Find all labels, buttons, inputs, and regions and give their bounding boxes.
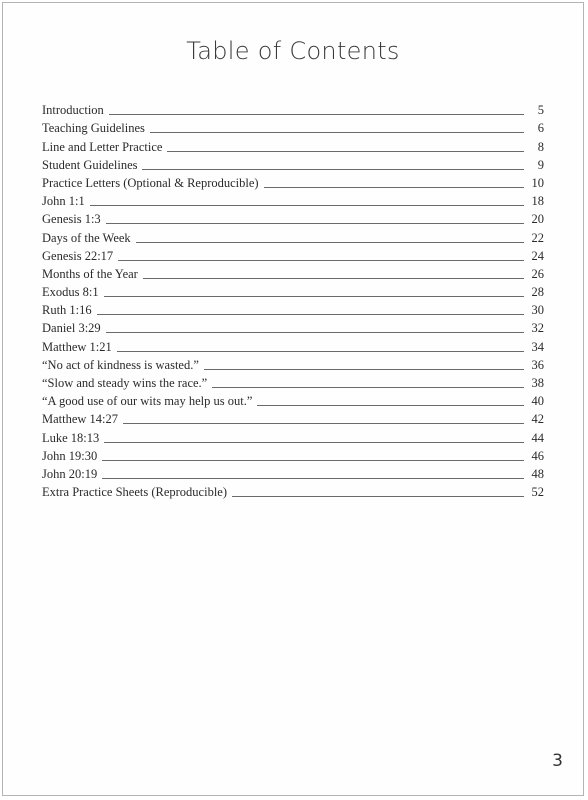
toc-entry <box>42 135 544 153</box>
toc-entry-page-number: 22 <box>531 230 544 245</box>
toc-entry-title: Ruth 1:16 <box>42 303 92 318</box>
toc-leader-line <box>109 114 524 115</box>
toc-entry <box>42 481 544 499</box>
toc-entry-page-number: 9 <box>537 157 544 172</box>
toc-leader-line <box>136 242 524 243</box>
toc-leader-line <box>257 405 524 406</box>
toc-leader-line <box>118 260 524 261</box>
toc-leader-line <box>106 332 524 333</box>
toc-leader-line <box>104 442 524 443</box>
toc-entry <box>42 99 544 117</box>
toc-entry-title: John 1:1 <box>42 194 85 209</box>
toc-leader-line <box>204 369 524 370</box>
toc-entry-page-number: 34 <box>531 339 544 354</box>
toc-entry <box>42 354 544 372</box>
toc-entry-page-number: 44 <box>531 430 544 445</box>
toc-leader-line <box>123 423 524 424</box>
toc-entry-page-number: 42 <box>531 412 544 427</box>
toc-leader-line <box>150 132 524 133</box>
toc-entry-title: “No act of kindness is wasted.” <box>42 357 199 372</box>
toc-entry-title: Genesis 1:3 <box>42 212 101 227</box>
toc-entry <box>42 299 544 317</box>
toc-entry-page-number: 36 <box>531 357 544 372</box>
toc-leader-line <box>142 169 524 170</box>
toc-entry-page-number: 28 <box>531 285 544 300</box>
page-number: 3 <box>552 751 563 771</box>
toc-entry-title: Exodus 8:1 <box>42 285 99 300</box>
page-title: Table of Contents <box>186 37 400 65</box>
toc-entry <box>42 445 544 463</box>
table-of-contents <box>42 99 544 499</box>
toc-entry-title: John 19:30 <box>42 448 98 463</box>
toc-entry <box>42 317 544 335</box>
toc-entry <box>42 190 544 208</box>
toc-entry-page-number: 52 <box>531 485 544 500</box>
toc-entry-title: John 20:19 <box>42 466 98 481</box>
toc-entry <box>42 172 544 190</box>
toc-entry-title: Genesis 22:17 <box>42 248 114 263</box>
toc-entry-page-number: 5 <box>537 103 544 118</box>
toc-entry-page-number: 40 <box>531 394 544 409</box>
toc-entry-page-number: 32 <box>531 321 544 336</box>
toc-entry-page-number: 8 <box>537 139 544 154</box>
toc-entry-page-number: 20 <box>531 212 544 227</box>
toc-leader-line <box>102 460 524 461</box>
toc-leader-line <box>106 223 524 224</box>
toc-entry-page-number: 46 <box>531 448 544 463</box>
toc-entry-title: “Slow and steady wins the race.” <box>42 376 208 390</box>
toc-entry <box>42 390 544 408</box>
toc-leader-line <box>97 314 524 315</box>
toc-leader-line <box>232 496 524 497</box>
toc-entry-page-number: 6 <box>537 121 544 136</box>
toc-entry-title: Practice Letters (Optional & Reproducible) <box>42 175 259 190</box>
toc-entry <box>42 117 544 135</box>
toc-leader-line <box>264 187 524 188</box>
toc-entry <box>42 335 544 353</box>
toc-entry-title: Line and Letter Practice <box>42 139 163 154</box>
document-page <box>2 2 584 796</box>
toc-entry-page-number: 10 <box>531 175 544 190</box>
toc-entry <box>42 281 544 299</box>
toc-entry <box>42 208 544 226</box>
toc-entry-title: Days of the Week <box>42 230 131 245</box>
toc-entry <box>42 226 544 244</box>
toc-entry <box>42 263 544 281</box>
toc-leader-line <box>212 387 524 388</box>
toc-entry <box>42 463 544 481</box>
toc-entry <box>42 408 544 426</box>
toc-leader-line <box>143 278 524 279</box>
toc-leader-line <box>90 205 524 206</box>
toc-leader-line <box>104 296 524 297</box>
toc-entry <box>42 154 544 172</box>
toc-entry-title: Matthew 1:21 <box>42 339 112 354</box>
toc-leader-line <box>117 351 524 352</box>
toc-entry-title: “A good use of our wits may help us out.” <box>42 394 253 409</box>
toc-entry-page-number: 26 <box>531 266 544 281</box>
toc-leader-line <box>102 478 524 479</box>
toc-entry-title: Daniel 3:29 <box>42 321 101 336</box>
toc-entry-page-number: 30 <box>531 303 544 318</box>
toc-entry-title: Introduction <box>42 103 104 118</box>
toc-entry <box>42 245 544 263</box>
toc-entry-title: Months of the Year <box>42 266 138 281</box>
toc-entry-page-number: 24 <box>531 248 544 263</box>
toc-entry-title: Teaching Guidelines <box>42 121 145 136</box>
toc-entry <box>42 426 544 444</box>
toc-entry-title: Matthew 14:27 <box>42 412 119 427</box>
toc-entry-title: Extra Practice Sheets (Reproducible) <box>42 485 227 500</box>
toc-entry-title: Student Guidelines <box>42 157 138 172</box>
toc-entry <box>42 372 544 390</box>
toc-entry-title: Luke 18:13 <box>42 430 100 445</box>
toc-entry-page-number: 48 <box>531 466 544 481</box>
toc-entry-page-number: 38 <box>531 376 544 390</box>
toc-entry-page-number: 18 <box>531 194 544 209</box>
toc-leader-line <box>167 151 524 152</box>
